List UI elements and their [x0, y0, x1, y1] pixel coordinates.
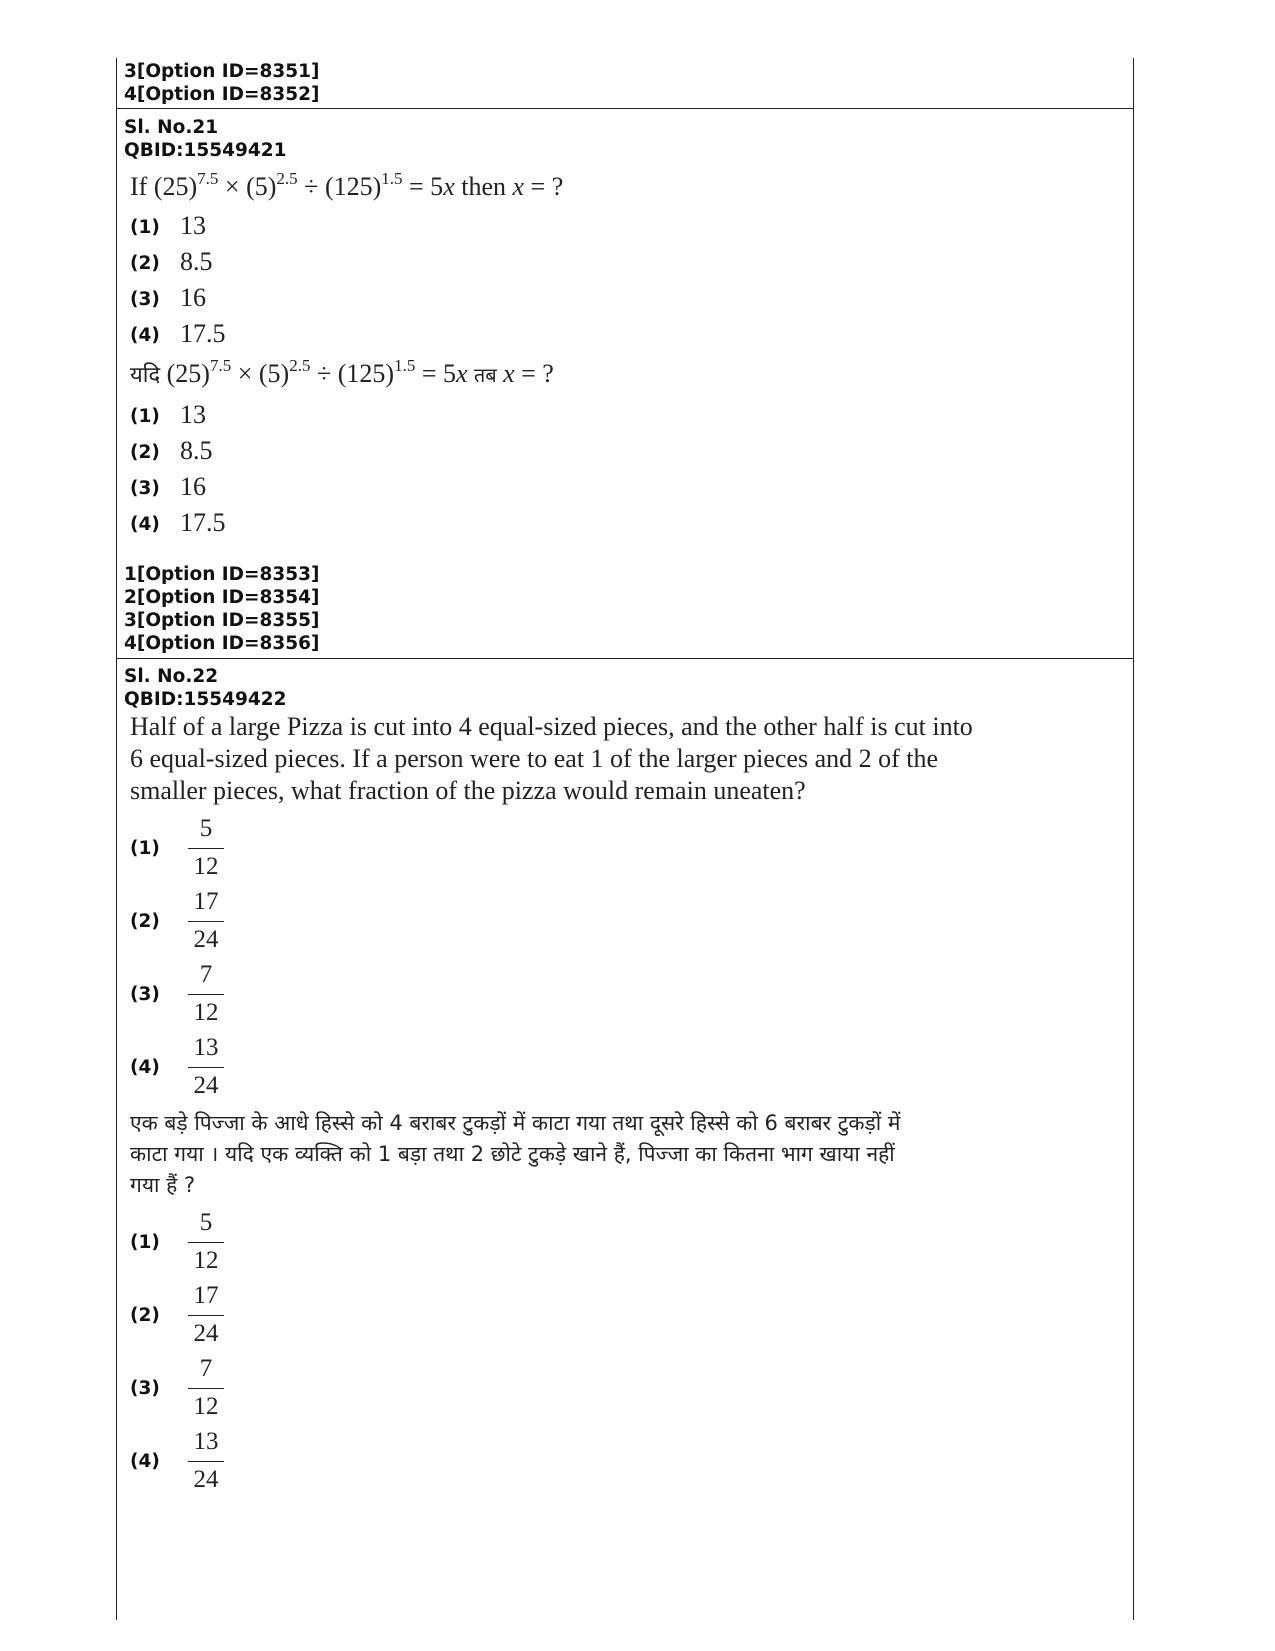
option-2: (2) 17 24 — [130, 887, 330, 961]
serial-number: Sl. No.22 — [124, 666, 219, 687]
option-1-hi: (1) 5 12 — [130, 1208, 330, 1282]
option-id: 3[Option ID=8351] — [124, 61, 320, 82]
option-3: (3) 7 12 — [130, 960, 330, 1034]
prev-option-ids — [124, 60, 320, 106]
question-header — [124, 665, 286, 711]
option-3-hi: (3) 7 12 — [130, 1354, 330, 1428]
question-header — [124, 116, 286, 162]
serial-number: Sl. No.21 — [124, 117, 219, 138]
question-text-en: Half of a large Pizza is cut into 4 equal-sized pieces, and the other half is cut into 6 equal-sized pieces. If a person were to eat 1 of the larger pieces and 2 of the smaller pieces, what fraction of the pizza would remain uneaten? — [130, 712, 973, 805]
option-id: 3[Option ID=8355] — [124, 610, 320, 631]
option-4: (4) 13 24 — [130, 1033, 330, 1107]
option-ids — [124, 563, 320, 655]
question-text-en: If $(25)^{7.5} \times (5)^{2.5} \div (125)^{1.5} = 5x$ then x = ? — [130, 169, 564, 201]
option-id: 4[Option ID=8352] — [124, 84, 320, 105]
qbid: QBID:15549422 — [124, 689, 287, 710]
qbid: QBID:15549421 — [124, 140, 287, 161]
question-text-hi: एक बड़े पिज्जा के आधे हिस्से को 4 बराबर टुकड़ों में काटा गया तथा दूसरे हिस्से को 6 बराबर टुकड़ों में काटा गया । यदि एक व्यक्ति को 1 बड़ा तथा 2 छोटे टुकड़े खाने हैं, पिज्जा का कितना भाग खाया नहीं गया हैं ? — [130, 1111, 901, 1197]
option-4-hi: (4) 13 24 — [130, 1427, 330, 1501]
option-1: (1) 5 12 — [130, 814, 330, 888]
divider — [117, 658, 1133, 659]
option-2-hi: (2) 17 24 — [130, 1281, 330, 1355]
question-text-hi: यदि $(25)^{7.5} \times (5)^{2.5} \div (125)^{1.5} = 5x$ तब x = ? — [130, 356, 554, 388]
option-id: 2[Option ID=8354] — [124, 587, 320, 608]
question-paper-frame: 3[Option ID=8351] 4[Option ID=8352] Sl. No.21 QBID:15549421 If $(25)^{7.5} \times (5)^{2.5} \div (125)^{1.5} = 5x$ then x = ? (1) 13 (2) 8.5 (3) 16 (4) 17.5 यदि $(25)^{7.5} \times (5)^{2.5} \div (125)^{1.5} = 5x$ तब x = ? (1) 13 (2) 8.5 (3) 16 (4) 17.5 1[Option ID=8353] 2[Option ID=8354] 3[Option ID=8355] 4[Option ID=8356] Sl. No.22 QBID:15549422 Half of a large Pizza is cut into 4 equal-sized pieces, and the other half is cut into 6 equal-sized pieces. If a person were to eat 1 of the larger pieces and 2 of the smaller pieces, what fraction of the pizza would remain uneaten? (1) 5 12 (2) 17 24 (3) 7 12 (4) 13 24 एक बड़े पिज्जा के आधे हिस्से को 4 बराबर टुकड़ों में काटा गया तथा दूसरे हिस्से को 6 बराबर टुकड़ों में काटा गया । यदि एक व्यक्ति को 1 बड़ा तथा 2 छोटे टुकड़े खाने हैं, पिज्जा का कितना भाग खाया नहीं गया हैं ? (1) 5 12 (2) 17 24 (3) 7 12 (4) 13 24 — [116, 58, 1134, 1620]
option-id: 4[Option ID=8356] — [124, 633, 320, 654]
option-id: 1[Option ID=8353] — [124, 564, 320, 585]
divider — [117, 108, 1133, 109]
